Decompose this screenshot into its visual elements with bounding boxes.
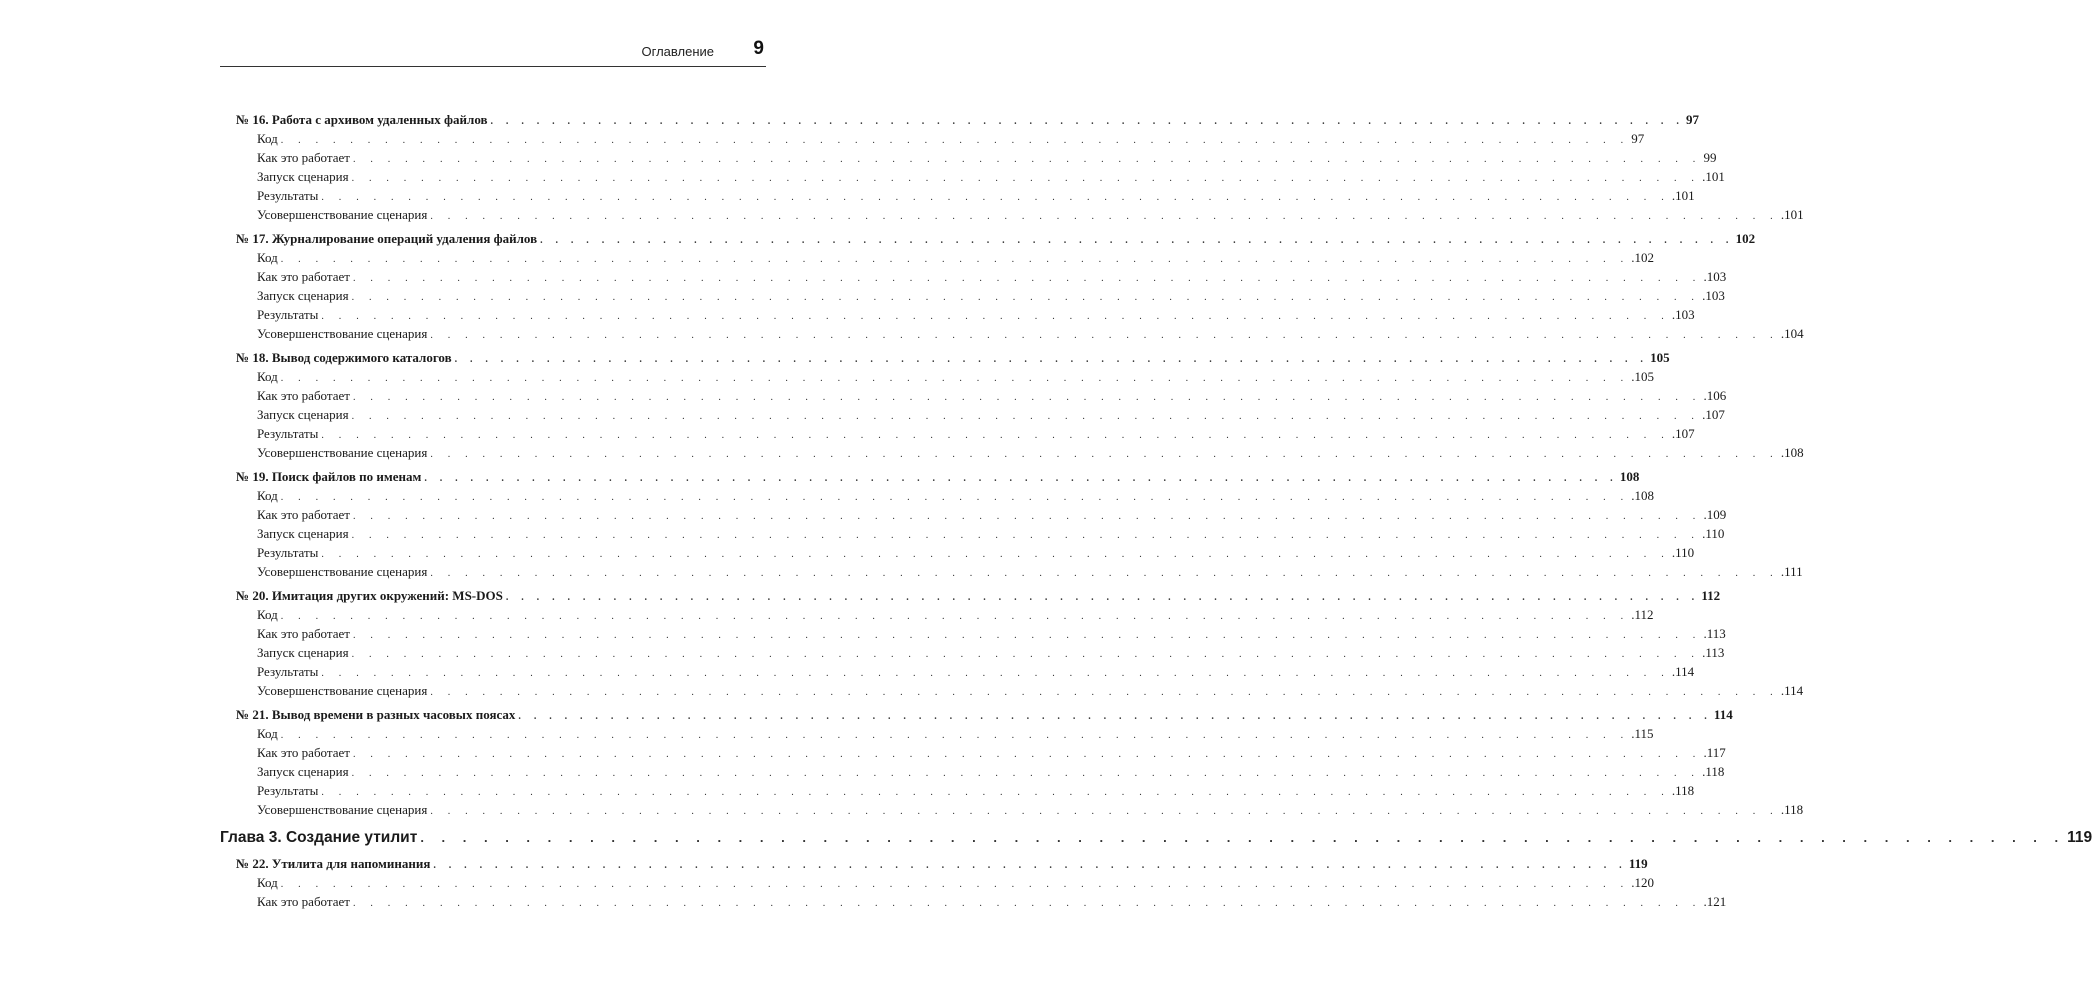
toc-entry-title: Код — [257, 607, 278, 622]
toc-entry-title: Результаты — [257, 426, 319, 441]
page-number: 9 — [753, 38, 764, 59]
toc-entry-page: .105 — [1631, 369, 1655, 384]
toc-dot-leader: . . . . . . . . . . . . . . . . . . . . . . . . . . . . . . . . . . . . . . . . . . . . . . . . . . . . . . . . . . . . . . . . . . . . . . . . . . . . . . — [321, 311, 1670, 322]
toc-subentry — [257, 893, 1727, 911]
toc-entry-page: .101 — [1702, 169, 1725, 184]
toc-entry-page: .101 — [1780, 207, 1804, 222]
toc-subentry — [257, 287, 1725, 305]
toc-entry-title: Запуск сценария — [257, 645, 349, 660]
toc-entry-page: .101 — [1671, 188, 1695, 203]
toc-subentry — [257, 725, 1654, 743]
toc-entry-page: .108 — [1631, 488, 1655, 503]
toc-entry-page: .108 — [1780, 445, 1804, 460]
toc-entry-title: № 21. Вывод времени в разных часовых поясах — [236, 707, 516, 722]
toc-dot-leader: . . . . . . . . . . . . . . . . . . . . . . . . . . . . . . . . . . . . . . . . . . . . . . . . . . . . . . . . . . . . . . . . . . . . . . . . . . . . . . — [430, 687, 1779, 698]
toc-subentry — [257, 506, 1727, 524]
toc-entry-page: .109 — [1703, 507, 1727, 522]
toc-entry-title: Как это работает — [257, 894, 350, 909]
toc-dot-leader: . . . . . . . . . . . . . . . . . . . . . . . . . . . . . . . . . . . . . . . . . . . . . . . . . . . . . . . . . . . . . . . . . . . . . . . . . . . . . . — [280, 135, 1630, 146]
toc-entry-title: Как это работает — [257, 269, 350, 284]
toc-dot-leader: . . . . . . . . . . . . . . . . . . . . . . . . . . . . . . . . . . . . . . . . . . . . . . . . . . . . . . . . . . . . . . . . . . . . . . . . . . . . . . — [351, 530, 1701, 541]
toc-subentry — [257, 387, 1727, 405]
toc-dot-leader: . . . . . . . . . . . . . . . . . . . . . . . . . . . . . . . . . . . . . . . . . . . . . . . . . . . . . . . . . . . . . . . . . . . . . . . . . . . . . . — [454, 354, 1649, 365]
toc-dot-leader: . . . . . . . . . . . . . . . . . . . . . . . . . . . . . . . . . . . . . . . . . . . . . . . . . . . . . . . . . . . . . . . . . . . . . . . . . . . . . . — [280, 879, 1630, 890]
toc-subentry — [257, 149, 1717, 167]
toc-entry-title: Результаты — [257, 188, 319, 203]
toc-entry-page: .114 — [1780, 683, 1804, 698]
toc-dot-leader: . . . . . . . . . . . . . . . . . . . . . . . . . . . . . . . . . . . . . . . . . . . . . . . . . . . . . . . . . . . . . . . . . . . . . . . . . . . . . . — [351, 649, 1701, 660]
toc-entry-page: 99 — [1703, 150, 1717, 165]
running-title: Оглавление — [641, 44, 714, 59]
toc-entry-title: Результаты — [257, 545, 319, 560]
toc-entry-title: Код — [257, 131, 278, 146]
toc-dot-leader: . . . . . . . . . . . . . . . . . . . . . . . . . . . . . . . . . . . . . . . . . . . . . . . . . . . . . . . . . . . . . . . . . . . . . . . . . . . . . . — [430, 449, 1779, 460]
toc-dot-leader: . . . . . . . . . . . . . . . . . . . . . . . . . . . . . . . . . . . . . . . . . . . . . . . . . . . . . . . . . . . . . . . . . . . . . . . . . . . . . . — [430, 806, 1779, 817]
toc-subentry — [257, 168, 1725, 186]
toc-dot-leader: . . . . . . . . . . . . . . . . . . . . . . . . . . . . . . . . . . . . . . . . . . . . . . . . . . . . . . . . . . . . . . . . . . . . . . . . . . . . . . — [430, 568, 1779, 579]
toc-entry-title: № 20. Имитация других окружений: MS-DOS — [236, 588, 503, 603]
toc-section-entry — [236, 349, 1670, 367]
toc-subentry — [257, 306, 1695, 324]
toc-entry-page: 97 — [1631, 131, 1645, 146]
toc-entry-title: Запуск сценария — [257, 288, 349, 303]
toc-entry-title: Запуск сценария — [257, 169, 349, 184]
toc-section-entry — [236, 855, 1648, 873]
toc-entry-page: 119 — [1628, 856, 1648, 871]
toc-dot-leader: . . . . . . . . . . . . . . . . . . . . . . . . . . . . . . . . . . . . . . . . . . . . . . . . . . . . . . . . . . . . . . . . . . . . . . . . . . . . . . — [352, 154, 1702, 165]
toc-entry-title: Глава 3. Создание утилит — [220, 829, 418, 846]
toc-entry-page: .103 — [1671, 307, 1695, 322]
toc-subentry — [257, 249, 1655, 267]
toc-entry-title: Код — [257, 875, 278, 890]
toc-entry-page: .104 — [1780, 326, 1804, 341]
toc-section-entry — [236, 706, 1733, 724]
toc-entry-page: .102 — [1631, 250, 1655, 265]
toc-entry-page: 102 — [1735, 231, 1756, 246]
toc-entry-title: Как это работает — [257, 626, 350, 641]
toc-entry-title: Результаты — [257, 307, 319, 322]
toc-dot-leader: . . . . . . . . . . . . . . . . . . . . . . . . . . . . . . . . . . . . . . . . . . . . . . . . . . . . . . . . . . . . . . . . . . . . . . . . . . . . . . — [280, 492, 1630, 503]
toc-entry-title: Код — [257, 369, 278, 384]
toc-dot-leader: . . . . . . . . . . . . . . . . . . . . . . . . . . . . . . . . . . . . . . . . . . . . . . . . . . . . . . . . . . . . . . . . . . . . . . . . . . . . . . — [505, 592, 1700, 603]
toc-dot-leader: . . . . . . . . . . . . . . . . . . . . . . . . . . . . . . . . . . . . . . . . . . . . . . . . . . . . . . . . . . . . . . . . . . . . . . . . . . . . . . — [321, 549, 1670, 560]
toc-subentry — [257, 874, 1655, 892]
toc-entry-title: Код — [257, 488, 278, 503]
toc-dot-leader: . . . . . . . . . . . . . . . . . . . . . . . . . . . . . . . . . . . . . . . . . . . . . . . . . . . . . . . . . . . . . . . . . . . . . . . . . . . . . . — [352, 511, 1702, 522]
toc-entry-title: Усовершенствование сценария — [257, 445, 428, 460]
toc-dot-leader: . . . . . . . . . . . . . . . . . . . . . . . . . . . . . . . . . . . . . . . . . . . . . . . . . . . . . . . . . . . . . . . . . . . . . . . . . . . . . . — [351, 768, 1701, 779]
toc-dot-leader: . . . . . . . . . . . . . . . . . . . . . . . . . . . . . . . . . . . . . . . . . . . . . . . . . . . . . . . . . . . . . . . . . . . . . . . . . . . . . . — [280, 373, 1630, 384]
toc-subentry — [257, 206, 1804, 224]
toc-subentry — [257, 525, 1725, 543]
toc-entry-title: № 22. Утилита для напоминания — [236, 856, 431, 871]
toc-dot-leader: . . . . . . . . . . . . . . . . . . . . . . . . . . . . . . . . . . . . . . . . . . . . . . . . . . . . . . . . . . . . . . . . . . . . . . . . . . . . . . — [424, 473, 1618, 484]
toc-entry-title: № 18. Вывод содержимого каталогов — [236, 350, 452, 365]
toc-entry-title: Усовершенствование сценария — [257, 802, 428, 817]
toc-section-entry — [236, 111, 1700, 129]
toc-subentry — [257, 325, 1804, 343]
toc-dot-leader: . . . . . . . . . . . . . . . . . . . . . . . . . . . . . . . . . . . . . . . . . . . . . . . . . . . . . . . . . . . . . . . . . . . . . . . . . . . . . . — [352, 898, 1702, 909]
toc-entry-title: Как это работает — [257, 507, 350, 522]
toc-dot-leader: . . . . . . . . . . . . . . . . . . . . . . . . . . . . . . . . . . . . . . . . . . . . . . . . . . . . . . . . . . . . . . . . . . . . . . . . . . . . . . — [430, 211, 1779, 222]
toc-dot-leader: . . . . . . . . . . . . . . . . . . . . . . . . . . . . . . . . . . . . . . . . . . . . . . . . . . . . . . . . . . . . . . . . . . . . . . . . . . . . . . — [518, 711, 1712, 722]
toc-entry-title: Запуск сценария — [257, 407, 349, 422]
toc-subentry — [257, 763, 1725, 781]
toc-dot-leader: . . . . . . . . . . . . . . . . . . . . . . . . . . . . . . . . . . . . . . . . . . . . . . . . . . . . . . . . . . . . . . . . . . . . . . . . . . . . . . — [352, 273, 1702, 284]
toc-dot-leader: . . . . . . . . . . . . . . . . . . . . . . . . . . . . . . . . . . . . . . . . . . . . . . . . . . . . . . . . . . . . . . . . . . . . . . . . . . . . . . — [540, 235, 1734, 246]
toc-dot-leader: . . . . . . . . . . . . . . . . . . . . . . . . . . . . . . . . . . . . . . . . . . . . . . . . . . . . . . . . . . . . . . . . . . . . . . . . . . . . . . — [321, 787, 1670, 798]
toc-entry-page: .121 — [1703, 894, 1727, 909]
toc-entry-title: Усовершенствование сценария — [257, 564, 428, 579]
toc-entry-title: Код — [257, 726, 278, 741]
toc-entry-page: .118 — [1702, 764, 1725, 779]
toc-entry-page: 114 — [1713, 707, 1733, 722]
toc-entry-page: .112 — [1631, 607, 1654, 622]
toc-dot-leader: . . . . . . . . . . . . . . . . . . . . . . . . . . . . . . . . . . . . . . . . . . . . . . . . . . . . . . . . . . . . . . . . . . . . . . . . . . . . . . — [280, 730, 1630, 741]
toc-chapter-entry — [220, 827, 2092, 849]
toc-entry-page: 108 — [1619, 469, 1640, 484]
toc-entry-page: .107 — [1671, 426, 1695, 441]
toc-entry-page: .118 — [1780, 802, 1804, 817]
toc-subentry — [257, 682, 1804, 700]
toc-entry-title: № 16. Работа с архивом удаленных файлов — [236, 112, 488, 127]
toc-entry-page: .103 — [1703, 269, 1727, 284]
toc-dot-leader: . . . . . . . . . . . . . . . . . . . . . . . . . . . . . . . . . . . . . . . . . . . . . . . . . . . . . . . . . . . . . . . . . . . . . . . . . . . . . . — [321, 430, 1670, 441]
toc-dot-leader: . . . . . . . . . . . . . . . . . . . . . . . . . . . . . . . . . . . . . . . . . . . . . . . . . . . . . . . . . . . . . . . . . . . . . . . . . . . . . . — [280, 611, 1630, 622]
toc-dot-leader: . . . . . . . . . . . . . . . . . . . . . . . . . . . . . . . . . . . . . . . . . . . . . . . . . . . . . . . . . . . . . . . . . . . . . . . . . . . . . . — [280, 254, 1630, 265]
toc-entry-page: .110 — [1671, 545, 1695, 560]
toc-entry-title: Как это работает — [257, 388, 350, 403]
toc-dot-leader: . . . . . . . . . . . . . . . . . . . . . . . . . . . . . . . . . . . . . . . . . . . . . . . . . . . . . . . . . . . . . . . . . . . . . . . . . . . . . . — [352, 392, 1702, 403]
toc-subentry — [257, 606, 1654, 624]
toc-subentry — [257, 268, 1727, 286]
toc-subentry — [257, 782, 1695, 800]
toc-dot-leader: . . . . . . . . . . . . . . . . . . . . . . . . . . . . . . . . . . . . . . . . . . . . . . . . . . . . . . . . . . . . . . . . . . . . . . . . . . . . . . — [352, 749, 1702, 760]
toc-entry-page: 105 — [1650, 350, 1670, 365]
toc-dot-leader: . . . . . . . . . . . . . . . . . . . . . . . . . . . . . . . . . . . . . . . . . . . . . . . . . . . . . . . . . . . . . . . . . . . . . . . . . . . . . . — [351, 173, 1701, 184]
toc-entry-title: Код — [257, 250, 278, 265]
toc-dot-leader: . . . . . . . . . . . . . . . . . . . . . . . . . . . . . . . . . . . . . . . . . . . . . . . . . . . . . . . . . . . . . . . . . . . . . . . . . . . . . . — [420, 830, 2066, 845]
toc-entry-page: 112 — [1701, 588, 1721, 603]
toc-subentry — [257, 744, 1726, 762]
toc-entry-title: Как это работает — [257, 150, 350, 165]
toc-subentry — [257, 644, 1725, 662]
toc-subentry — [257, 663, 1695, 681]
toc-subentry — [257, 130, 1645, 148]
toc-section-entry — [236, 587, 1721, 605]
toc-entry-title: Запуск сценария — [257, 764, 349, 779]
toc-entry-title: Усовершенствование сценария — [257, 207, 428, 222]
toc-entry-page: .114 — [1671, 664, 1695, 679]
toc-entry-title: Результаты — [257, 664, 319, 679]
toc-subentry — [257, 544, 1695, 562]
toc-entry-page: .117 — [1703, 745, 1726, 760]
toc-dot-leader: . . . . . . . . . . . . . . . . . . . . . . . . . . . . . . . . . . . . . . . . . . . . . . . . . . . . . . . . . . . . . . . . . . . . . . . . . . . . . . — [321, 192, 1670, 203]
toc-entry-page: 97 — [1686, 112, 1700, 127]
toc-subentry — [257, 425, 1695, 443]
toc-dot-leader: . . . . . . . . . . . . . . . . . . . . . . . . . . . . . . . . . . . . . . . . . . . . . . . . . . . . . . . . . . . . . . . . . . . . . . . . . . . . . . — [430, 330, 1779, 341]
toc-entry-page: .113 — [1702, 645, 1725, 660]
toc-entry-page: .111 — [1780, 564, 1803, 579]
toc-subentry — [257, 444, 1804, 462]
toc-entry-page: 119 — [2067, 829, 2092, 846]
toc-subentry — [257, 563, 1803, 581]
toc-subentry — [257, 187, 1695, 205]
toc-entry-title: Результаты — [257, 783, 319, 798]
toc-entry-title: Как это работает — [257, 745, 350, 760]
toc-entry-page: .113 — [1703, 626, 1726, 641]
toc-entry-title: Запуск сценария — [257, 526, 349, 541]
toc-entry-page: .106 — [1703, 388, 1727, 403]
toc-dot-leader: . . . . . . . . . . . . . . . . . . . . . . . . . . . . . . . . . . . . . . . . . . . . . . . . . . . . . . . . . . . . . . . . . . . . . . . . . . . . . . — [321, 668, 1670, 679]
toc-entry-page: .118 — [1671, 783, 1695, 798]
toc-subentry — [257, 625, 1726, 643]
toc-subentry — [257, 406, 1725, 424]
toc-dot-leader: . . . . . . . . . . . . . . . . . . . . . . . . . . . . . . . . . . . . . . . . . . . . . . . . . . . . . . . . . . . . . . . . . . . . . . . . . . . . . . — [433, 860, 1627, 871]
toc-section-entry — [236, 230, 1756, 248]
toc-entry-page: .107 — [1702, 407, 1725, 422]
toc-dot-leader: . . . . . . . . . . . . . . . . . . . . . . . . . . . . . . . . . . . . . . . . . . . . . . . . . . . . . . . . . . . . . . . . . . . . . . . . . . . . . . — [351, 411, 1701, 422]
toc-dot-leader: . . . . . . . . . . . . . . . . . . . . . . . . . . . . . . . . . . . . . . . . . . . . . . . . . . . . . . . . . . . . . . . . . . . . . . . . . . . . . . — [490, 116, 1685, 127]
toc-entry-title: Усовершенствование сценария — [257, 683, 428, 698]
toc-entry-page: .115 — [1631, 726, 1654, 741]
toc-entry-page: .110 — [1702, 526, 1725, 541]
toc-entry-title: № 17. Журналирование операций удаления файлов — [236, 231, 538, 246]
toc-entry-page: .120 — [1631, 875, 1655, 890]
toc-subentry — [257, 487, 1655, 505]
toc-subentry — [257, 801, 1804, 819]
toc-section-entry — [236, 468, 1640, 486]
toc-dot-leader: . . . . . . . . . . . . . . . . . . . . . . . . . . . . . . . . . . . . . . . . . . . . . . . . . . . . . . . . . . . . . . . . . . . . . . . . . . . . . . — [351, 292, 1701, 303]
toc-entry-title: Усовершенствование сценария — [257, 326, 428, 341]
toc-entry-page: .103 — [1702, 288, 1725, 303]
toc-entry-title: № 19. Поиск файлов по именам — [236, 469, 422, 484]
toc-dot-leader: . . . . . . . . . . . . . . . . . . . . . . . . . . . . . . . . . . . . . . . . . . . . . . . . . . . . . . . . . . . . . . . . . . . . . . . . . . . . . . — [352, 630, 1702, 641]
toc-subentry — [257, 368, 1655, 386]
